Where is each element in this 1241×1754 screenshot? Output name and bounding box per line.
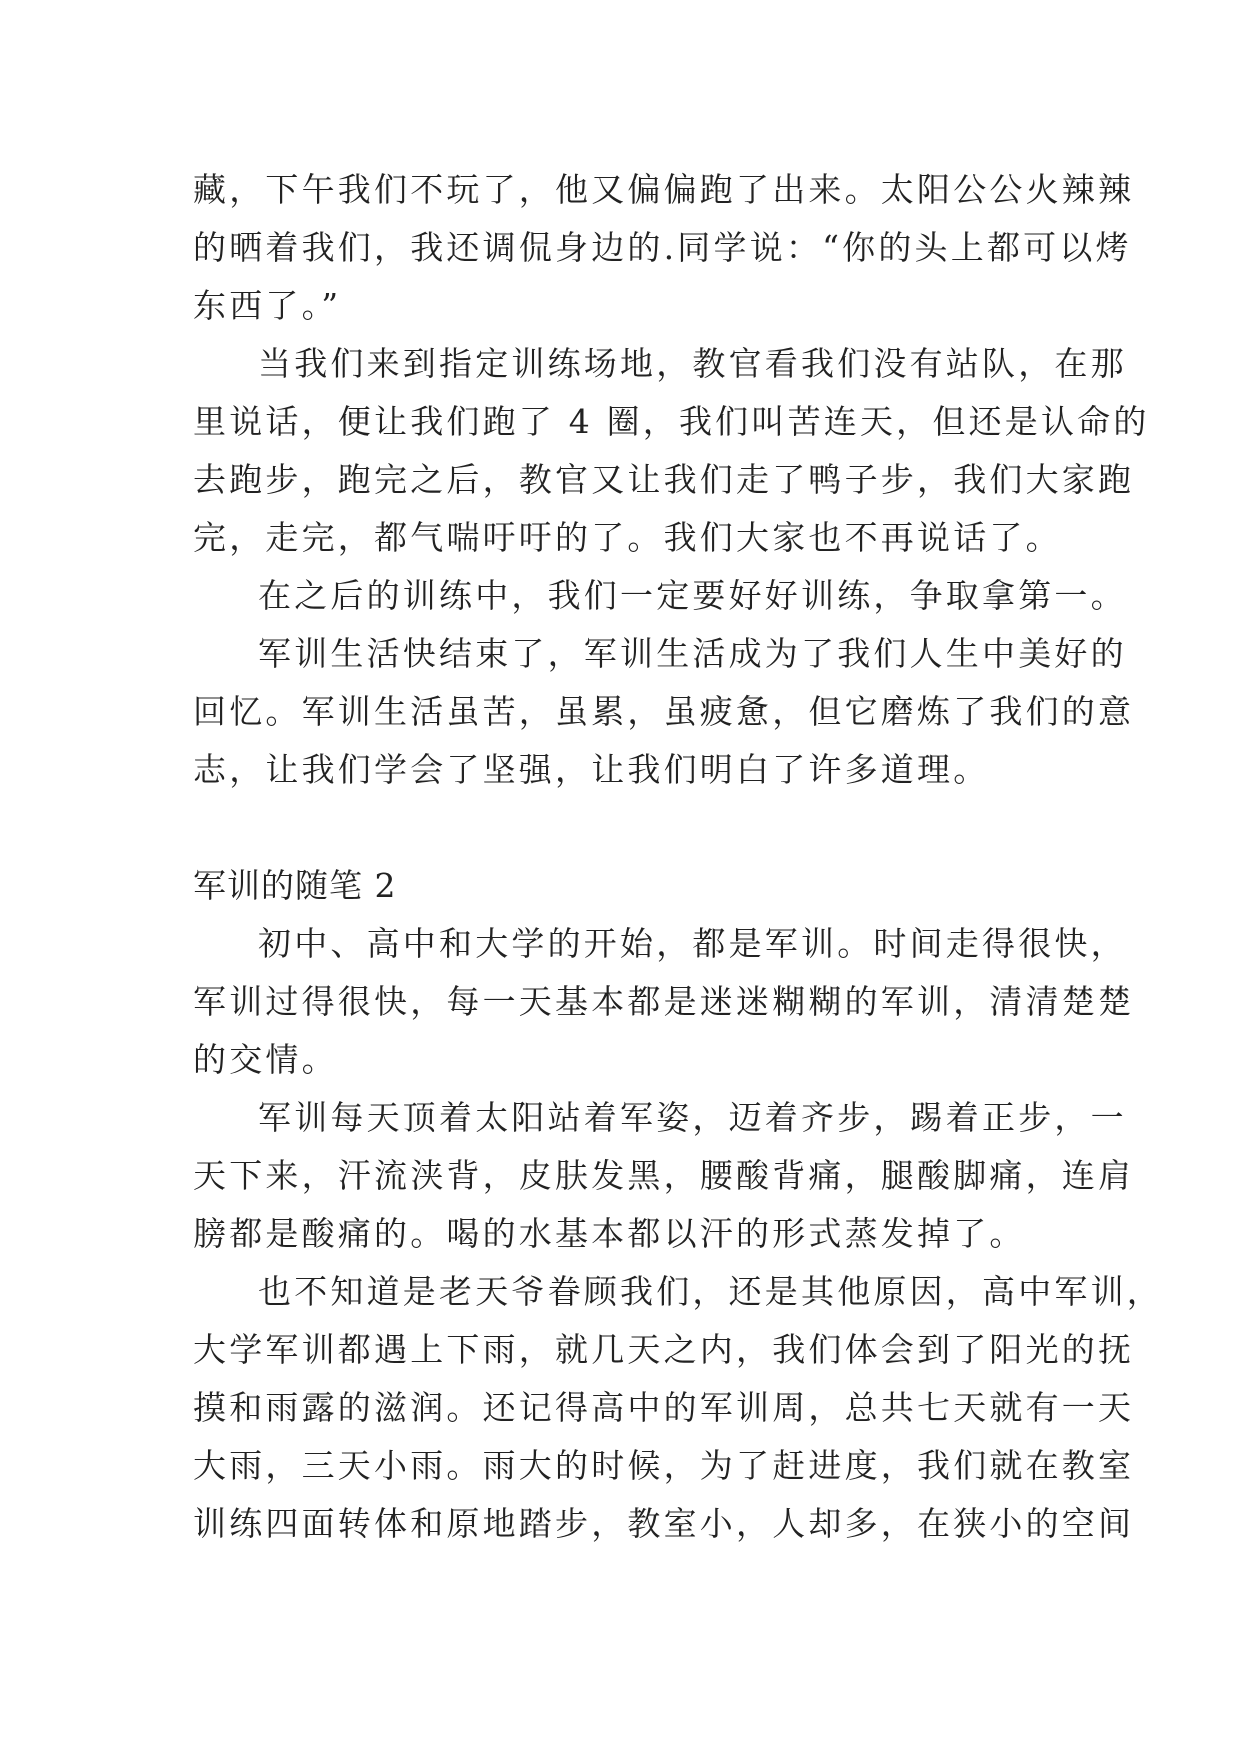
text-line: 的交情。 xyxy=(193,1040,338,1079)
paragraph-start-line: 当我们来到指定训练场地，教官看我们没有站队，在那 xyxy=(258,344,1127,383)
paragraph-start-line: 也不知道是老天爷眷顾我们，还是其他原因，高中军训， xyxy=(258,1272,1163,1311)
paragraph-start-line: 军训生活快结束了，军训生活成为了我们人生中美好的 xyxy=(258,634,1127,673)
text-line: 东西了。” xyxy=(193,286,342,325)
text-line: 膀都是酸痛的。喝的水基本都以汗的形式蒸发掉了。 xyxy=(193,1214,1026,1253)
text-line: 摸和雨露的滋润。还记得高中的军训周，总共七天就有一天 xyxy=(193,1388,1135,1427)
paragraph-start-line: 初中、高中和大学的开始，都是军训。时间走得很快， xyxy=(258,924,1127,963)
section-heading: 军训的随笔 2 xyxy=(193,866,397,905)
text-line: 军训过得很快，每一天基本都是迷迷糊糊的军训，清清楚楚 xyxy=(193,982,1135,1021)
text-line: 藏，下午我们不玩了，他又偏偏跑了出来。太阳公公火辣辣 xyxy=(193,170,1135,209)
paragraph-start-line: 军训每天顶着太阳站着军姿，迈着齐步，踢着正步，一 xyxy=(258,1098,1127,1137)
text-line: 回忆。军训生活虽苦，虽累，虽疲惫，但它磨炼了我们的意 xyxy=(193,692,1135,731)
text-line: 训练四面转体和原地踏步，教室小，人却多，在狭小的空间 xyxy=(193,1504,1135,1543)
text-line: 的晒着我们，我还调侃身边的.同学说：“你的头上都可以烤 xyxy=(193,228,1132,267)
text-line: 大学军训都遇上下雨，就几天之内，我们体会到了阳光的抚 xyxy=(193,1330,1135,1369)
text-line: 大雨，三天小雨。雨大的时候，为了赶进度，我们就在教室 xyxy=(193,1446,1135,1485)
text-line: 去跑步，跑完之后，教官又让我们走了鸭子步，我们大家跑 xyxy=(193,460,1135,499)
text-line: 里说话，便让我们跑了 4 圈，我们叫苦连天，但还是认命的 xyxy=(193,402,1150,441)
text-line: 完，走完，都气喘吁吁的了。我们大家也不再说话了。 xyxy=(193,518,1062,557)
text-line: 志，让我们学会了坚强，让我们明白了许多道理。 xyxy=(193,750,990,789)
text-line: 天下来，汗流浃背，皮肤发黑，腰酸背痛，腿酸脚痛，连肩 xyxy=(193,1156,1135,1195)
paragraph-start-line: 在之后的训练中，我们一定要好好训练，争取拿第一。 xyxy=(258,576,1127,615)
